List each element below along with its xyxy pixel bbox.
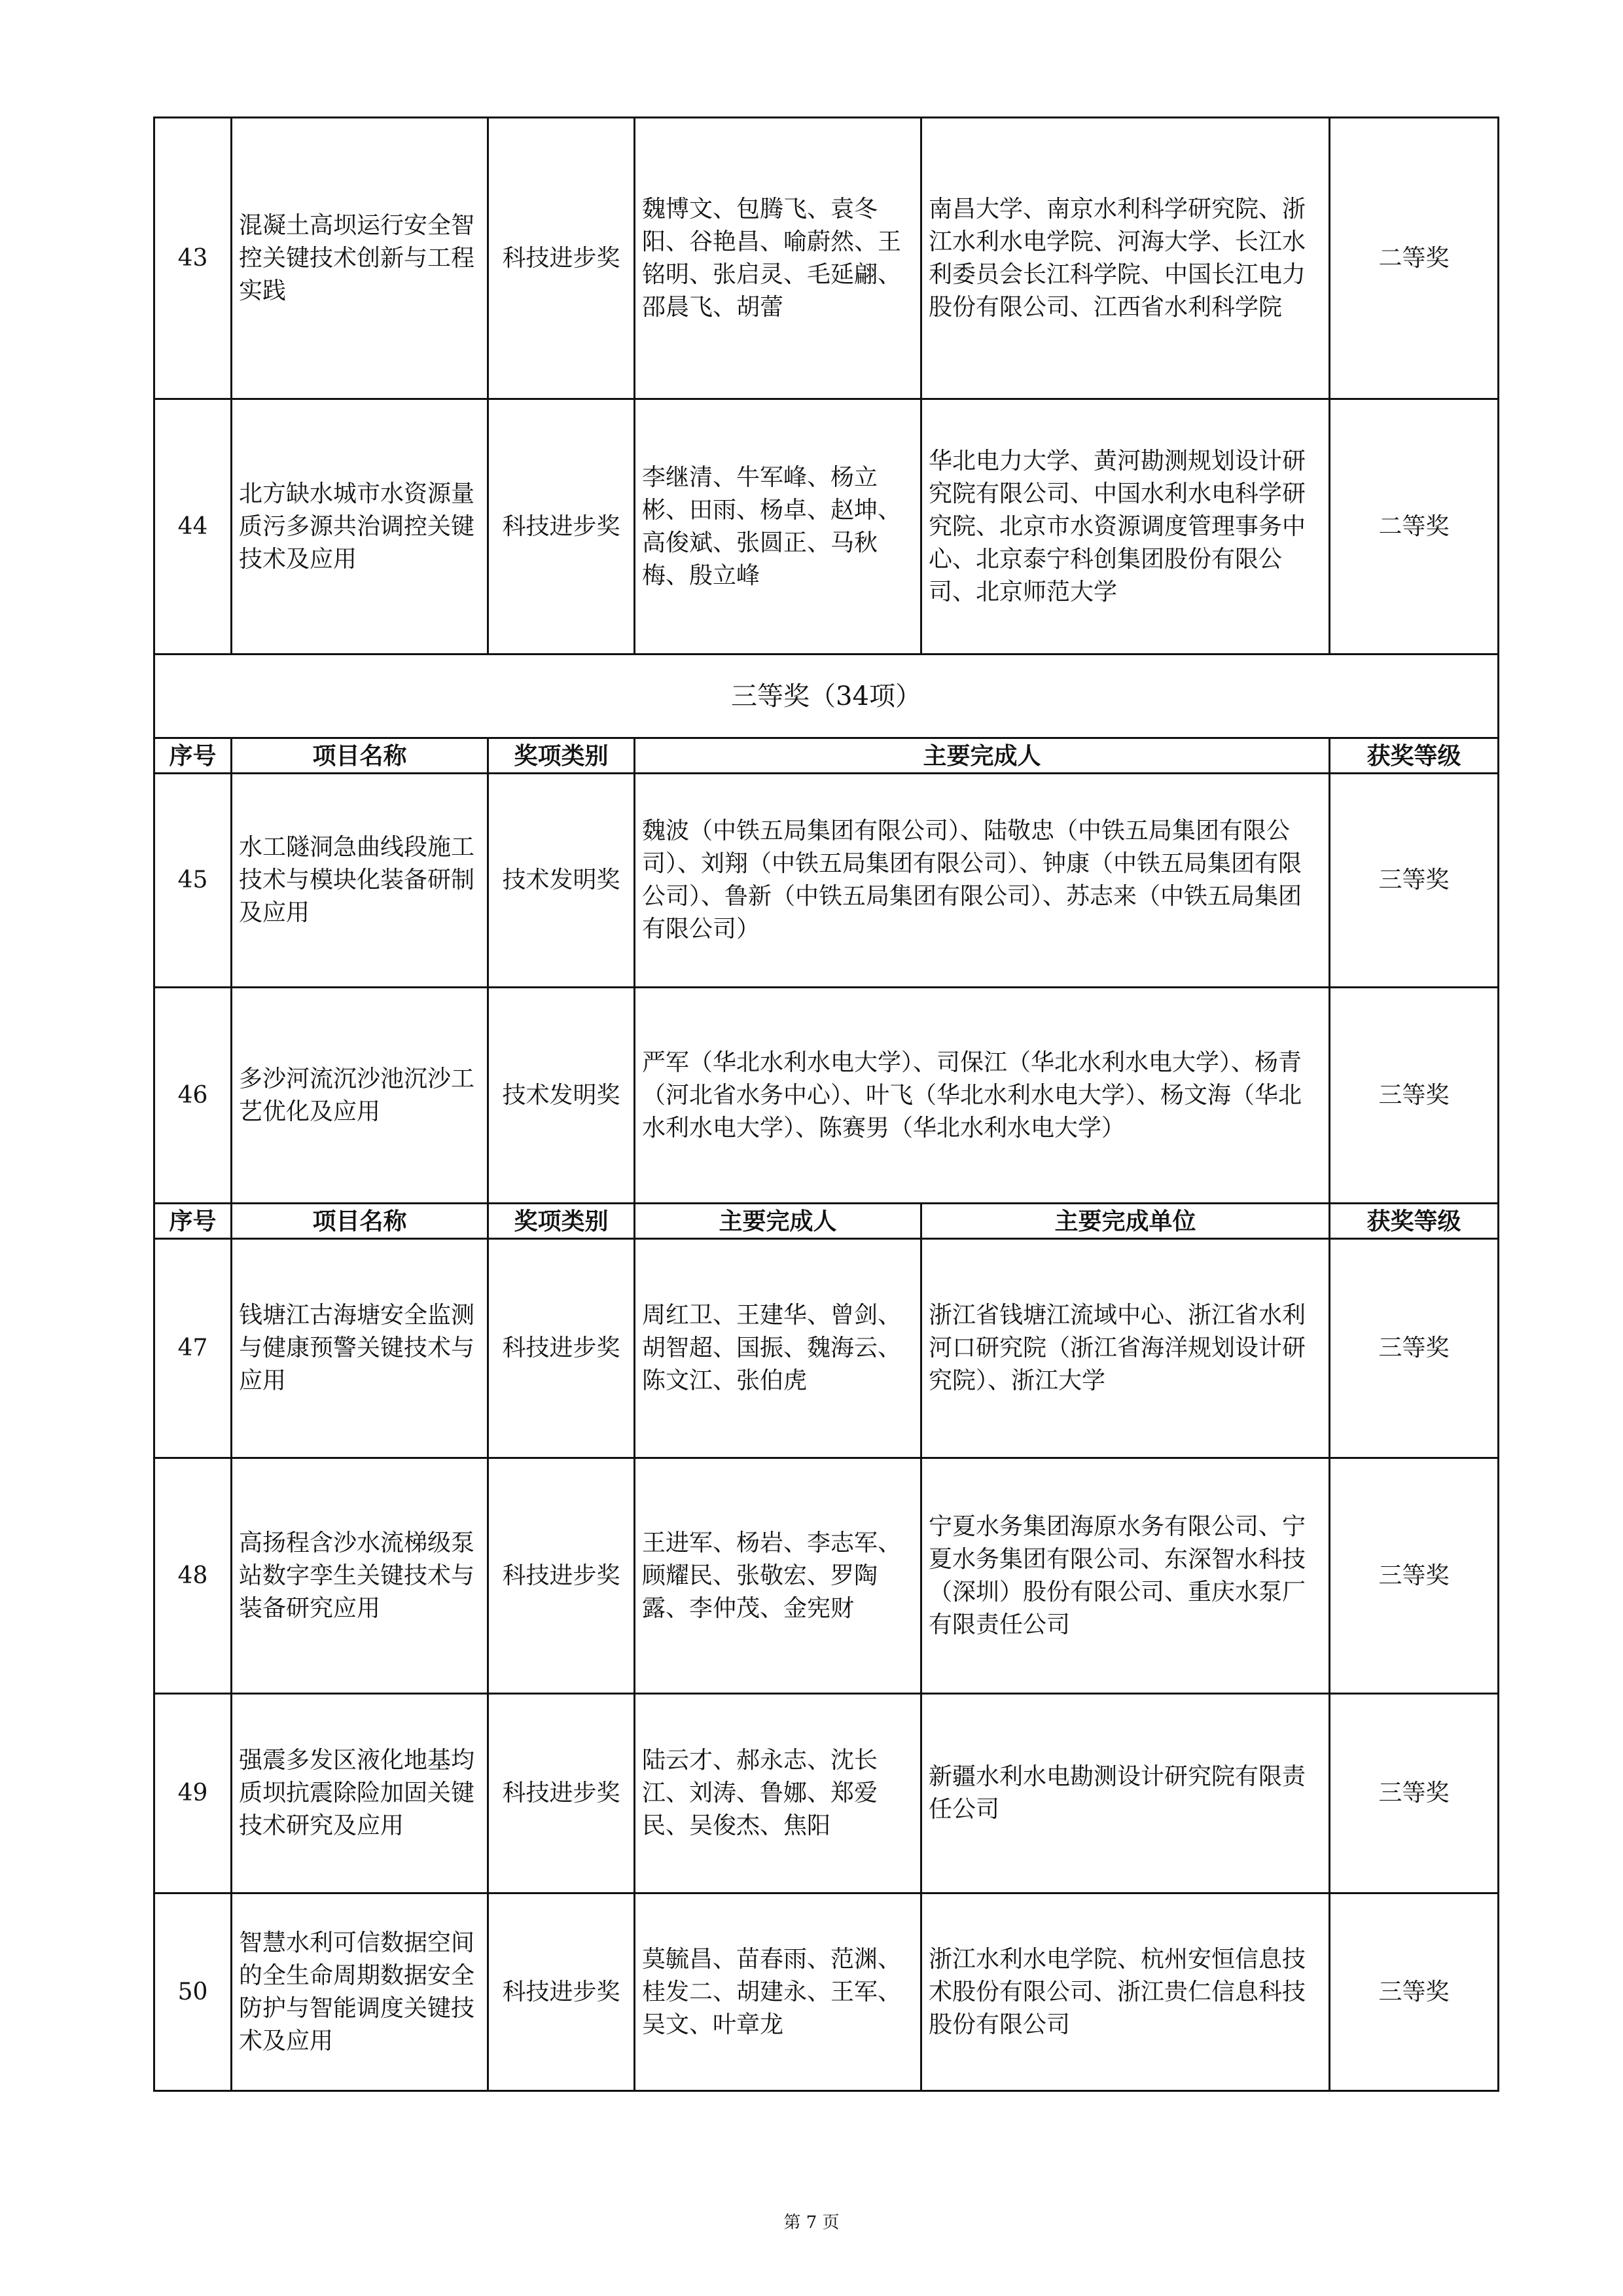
- row-category: 科技进步奖: [488, 1694, 635, 1893]
- row-units: 浙江水利水电学院、杭州安恒信息技术股份有限公司、浙江贵仁信息科技股份有限公司: [921, 1893, 1330, 2091]
- table-row: [154, 774, 1499, 988]
- row-level: 二等奖: [1330, 118, 1499, 399]
- row-level: 三等奖: [1330, 1239, 1499, 1458]
- row-units: 浙江省钱塘江流域中心、浙江省水利河口研究院（浙江省海洋规划设计研究院）、浙江大学: [921, 1239, 1330, 1458]
- awards-table: [153, 117, 1499, 2092]
- page-number: 第 7 页: [783, 2213, 840, 2233]
- row-units: 新疆水利水电勘测设计研究院有限责任公司: [921, 1694, 1330, 1893]
- header-seq: 序号: [154, 738, 232, 774]
- row-people: 王进军、杨岩、李志军、顾耀民、张敬宏、罗陶露、李仲茂、金宪财: [635, 1458, 921, 1694]
- header-people: 主要完成人: [635, 738, 1330, 774]
- row-people: 李继清、牛军峰、杨立彬、田雨、杨卓、赵坤、高俊斌、张圆正、马秋梅、殷立峰: [635, 399, 921, 655]
- row-units: 华北电力大学、黄河勘测规划设计研究院有限公司、中国水利水电科学研究院、北京市水资源调度管理事务中心、北京泰宁科创集团股份有限公司、北京师范大学: [921, 399, 1330, 655]
- row-people: 严军（华北水利水电大学）、司保江（华北水利水电大学）、杨青（河北省水务中心）、叶飞（华北水利水电大学）、杨文海（华北水利水电大学）、陈赛男（华北水利水电大学）: [635, 988, 1330, 1204]
- row-category: 技术发明奖: [488, 774, 635, 988]
- table-row: [154, 988, 1499, 1204]
- row-people: 魏博文、包腾飞、袁冬阳、谷艳昌、喻蔚然、王铭明、张启灵、毛延翩、邵晨飞、胡蕾: [635, 118, 921, 399]
- table-row: [154, 1893, 1499, 2091]
- header-category: 奖项类别: [488, 738, 635, 774]
- row-project-name: 多沙河流沉沙池沉沙工艺优化及应用: [232, 988, 488, 1204]
- row-people: 陆云才、郝永志、沈长江、刘涛、鲁娜、郑爱民、吴俊杰、焦阳: [635, 1694, 921, 1893]
- row-category: 技术发明奖: [488, 988, 635, 1204]
- row-level: 三等奖: [1330, 774, 1499, 988]
- header-units: 主要完成单位: [921, 1204, 1330, 1239]
- table-header: [154, 1204, 1499, 1239]
- row-category: 科技进步奖: [488, 118, 635, 399]
- row-category: 科技进步奖: [488, 399, 635, 655]
- section-title-row: [154, 655, 1499, 738]
- row-project-name: 强震多发区液化地基均质坝抗震除险加固关键技术研究及应用: [232, 1694, 488, 1893]
- row-people: 魏波（中铁五局集团有限公司）、陆敬忠（中铁五局集团有限公司）、刘翔（中铁五局集团有限公司）、钟康（中铁五局集团有限公司）、鲁新（中铁五局集团有限公司）、苏志来（中铁五局集团有限公司）: [635, 774, 1330, 988]
- row-project-name: 钱塘江古海塘安全监测与健康预警关键技术与应用: [232, 1239, 488, 1458]
- row-units: 宁夏水务集团海原水务有限公司、宁夏水务集团有限公司、东深智水科技（深圳）股份有限公司、重庆水泵厂有限责任公司: [921, 1458, 1330, 1694]
- row-project-name: 水工隧洞急曲线段施工技术与模块化装备研制及应用: [232, 774, 488, 988]
- row-category: 科技进步奖: [488, 1239, 635, 1458]
- row-seq: 50: [154, 1893, 232, 2091]
- table-header: [154, 738, 1499, 774]
- row-project-name: 混凝土高坝运行安全智控关键技术创新与工程实践: [232, 118, 488, 399]
- table-row: [154, 1694, 1499, 1893]
- header-name: 项目名称: [232, 738, 488, 774]
- row-level: 三等奖: [1330, 988, 1499, 1204]
- header-seq: 序号: [154, 1204, 232, 1239]
- table-row: [154, 399, 1499, 655]
- row-category: 科技进步奖: [488, 1893, 635, 2091]
- row-project-name: 智慧水利可信数据空间的全生命周期数据安全防护与智能调度关键技术及应用: [232, 1893, 488, 2091]
- row-people: 莫毓昌、苗春雨、范渊、桂发二、胡建永、王军、吴文、叶章龙: [635, 1893, 921, 2091]
- header-level: 获奖等级: [1330, 1204, 1499, 1239]
- header-category: 奖项类别: [488, 1204, 635, 1239]
- header-level: 获奖等级: [1330, 738, 1499, 774]
- row-seq: 43: [154, 118, 232, 399]
- row-seq: 44: [154, 399, 232, 655]
- row-category: 科技进步奖: [488, 1458, 635, 1694]
- row-seq: 48: [154, 1458, 232, 1694]
- row-seq: 49: [154, 1694, 232, 1893]
- row-project-name: 北方缺水城市水资源量质污多源共治调控关键技术及应用: [232, 399, 488, 655]
- row-project-name: 高扬程含沙水流梯级泵站数字孪生关键技术与装备研究应用: [232, 1458, 488, 1694]
- table-row: [154, 1458, 1499, 1694]
- row-level: 三等奖: [1330, 1694, 1499, 1893]
- row-level: 三等奖: [1330, 1893, 1499, 2091]
- table-row: [154, 118, 1499, 399]
- row-level: 二等奖: [1330, 399, 1499, 655]
- header-name: 项目名称: [232, 1204, 488, 1239]
- table-row: [154, 1239, 1499, 1458]
- row-seq: 46: [154, 988, 232, 1204]
- header-people: 主要完成人: [635, 1204, 921, 1239]
- section-title: 三等奖（34项）: [154, 655, 1499, 738]
- row-units: 南昌大学、南京水利科学研究院、浙江水利水电学院、河海大学、长江水利委员会长江科学院、中国长江电力股份有限公司、江西省水利科学院: [921, 118, 1330, 399]
- row-seq: 45: [154, 774, 232, 988]
- row-level: 三等奖: [1330, 1458, 1499, 1694]
- row-people: 周红卫、王建华、曾剑、胡智超、国振、魏海云、陈文江、张伯虎: [635, 1239, 921, 1458]
- row-seq: 47: [154, 1239, 232, 1458]
